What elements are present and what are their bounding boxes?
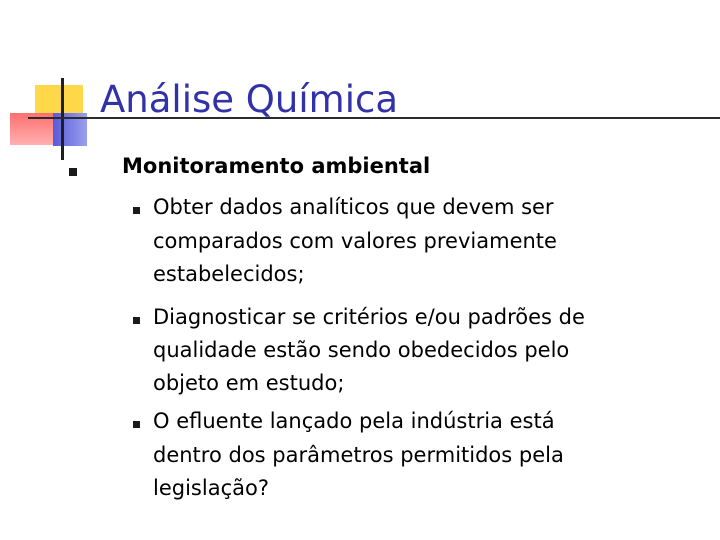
sub-bullet-line: Diagnosticar se critérios e/ou padrões de: [153, 305, 585, 329]
slide-title: Análise Química: [100, 78, 398, 121]
sub-bullet-line: qualidade estão sendo obedecidos pelo: [153, 338, 570, 362]
sub-bullet-line: Obter dados analíticos que devem ser: [153, 195, 554, 219]
bullet-level2-icon: [133, 207, 140, 214]
sub-bullet-line: dentro dos parâmetros permitidos pela: [153, 443, 564, 467]
main-bullet-text: Monitoramento ambiental: [122, 154, 431, 178]
bullet-level1-icon: [69, 168, 77, 176]
bullet-level2-icon: [133, 317, 140, 324]
sub-bullet-line: O efluente lançado pela indústria está: [153, 409, 555, 433]
sub-bullet-line: objeto em estudo;: [153, 371, 345, 395]
sub-bullet-line: estabelecidos;: [153, 262, 305, 286]
bullet-level2-icon: [133, 421, 140, 428]
sub-bullet-line: comparados com valores previamente: [153, 229, 557, 253]
sub-bullet-line: legislação?: [153, 476, 269, 500]
decorative-vertical-line: [61, 78, 64, 160]
